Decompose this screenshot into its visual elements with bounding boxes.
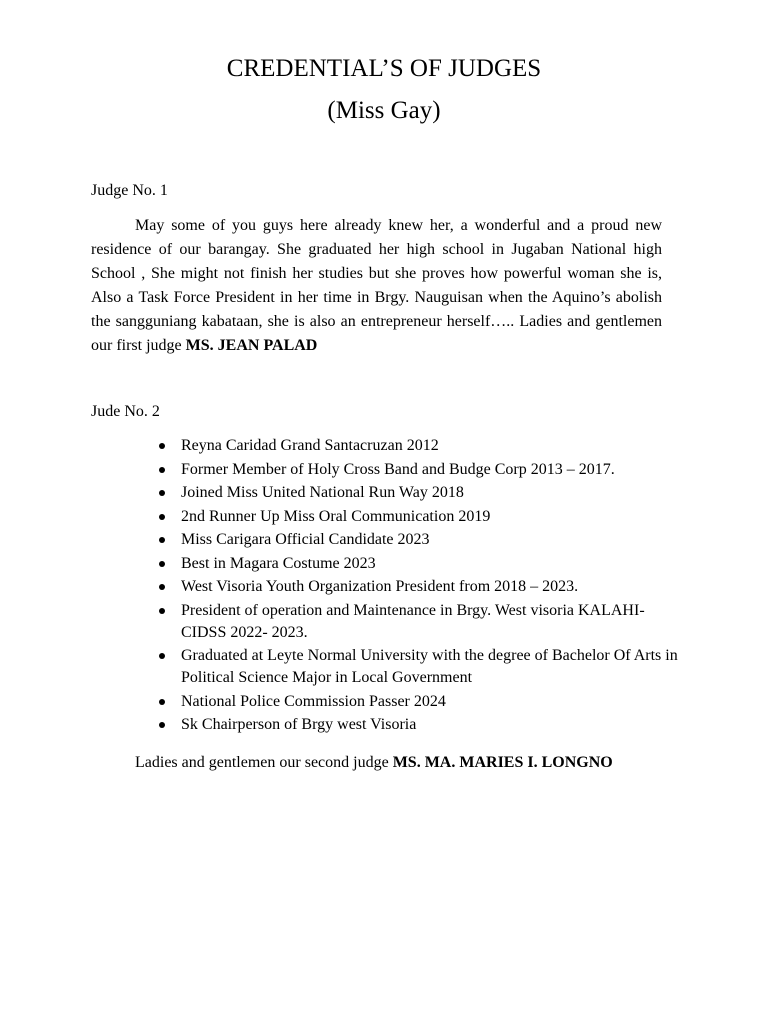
bullet-icon (159, 490, 165, 496)
bullet-icon (159, 608, 165, 614)
judge-2-closing (135, 752, 613, 774)
bullet-icon (159, 443, 165, 449)
list-item: Graduated at Leyte Normal University with the degree of Bachelor Of Arts in Political Science Major in Local Government (159, 645, 679, 689)
bullet-icon (159, 699, 165, 705)
bullet-icon (159, 584, 165, 590)
judge-1-name: MS. JEAN PALAD (185, 337, 318, 354)
list-item: Best in Magara Costume 2023 (159, 553, 679, 575)
list-item: Former Member of Holy Cross Band and Budge Corp 2013 – 2017. (159, 459, 679, 481)
list-item: Sk Chairperson of Brgy west Visoria (159, 714, 679, 736)
document-subtitle: (Miss Gay) (327, 97, 441, 124)
judge-2-label: Jude No. 2 (91, 403, 160, 420)
document-title: CREDENTIAL’S OF JUDGES (226, 55, 542, 82)
bullet-icon (159, 514, 165, 520)
list-item: 2nd Runner Up Miss Oral Communication 2019 (159, 506, 679, 528)
list-item: Joined Miss United National Run Way 2018 (159, 482, 679, 504)
bullet-icon (159, 722, 165, 728)
bullet-icon (159, 653, 165, 659)
list-item: Reyna Caridad Grand Santacruzan 2012 (159, 435, 679, 457)
list-item: West Visoria Youth Organization President from 2018 – 2023. (159, 576, 679, 598)
bullet-icon (159, 537, 165, 543)
judge-1-label: Judge No. 1 (91, 182, 168, 199)
judge-2-name: MS. MA. MARIES I. LONGNO (392, 754, 613, 771)
bullet-icon (159, 467, 165, 473)
judge-2-closing-text: Ladies and gentlemen our second judge (135, 754, 393, 771)
judge-1-paragraph (91, 214, 662, 358)
list-item: President of operation and Maintenance in Brgy. West visoria KALAHI-CIDSS 2022- 2023. (159, 600, 679, 644)
list-item: National Police Commission Passer 2024 (159, 691, 679, 713)
judge-1-description: May some of you guys here already knew her, a wonderful and a proud new residence of our barangay. She graduated her high school in Jugaban National high School , She might not finish her studies but she proves how powerful woman she is, Also a Task Force President in her time in Brgy. Nauguisan when the Aquino’s abolish the sangguniang kabataan, she is also an entrepreneur herself….. Ladies and gentlemen our first judge (91, 217, 662, 354)
bullet-icon (159, 561, 165, 567)
list-item: Miss Carigara Official Candidate 2023 (159, 529, 679, 551)
judge-2-credentials-list (159, 435, 679, 738)
